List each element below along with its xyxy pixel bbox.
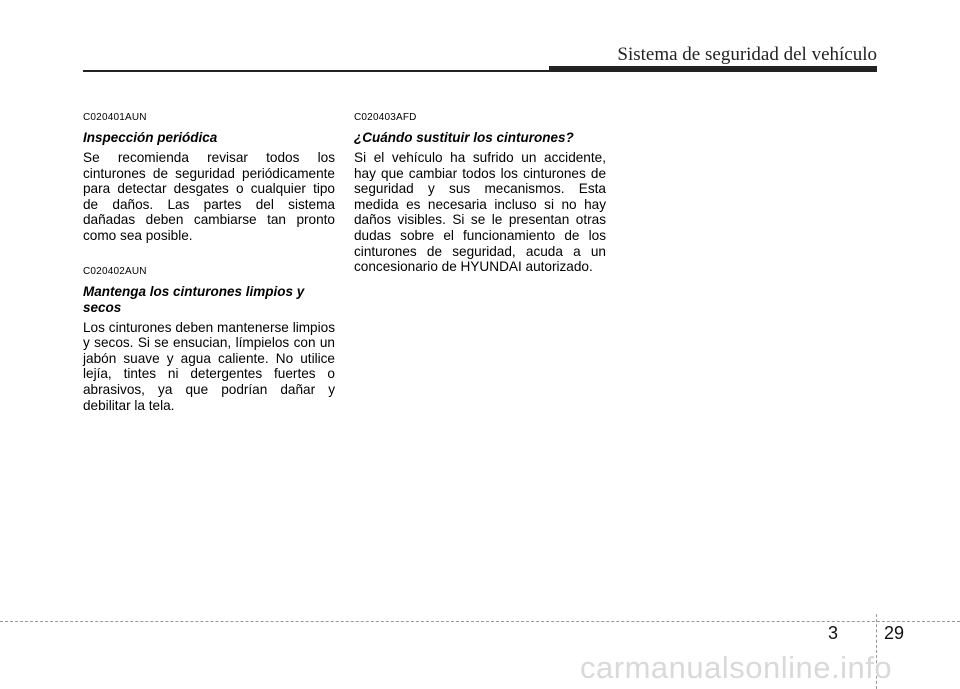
header-rule-thin <box>83 70 553 72</box>
section-heading: Inspección periódica <box>83 130 218 145</box>
section-code: C020403AFD <box>354 112 417 123</box>
section-body: Si el vehículo ha sufrido un accidente, hay que cambiar todos los cinturones de seguridad y sus mecanismos. Esta medida es necesaria incluso si no hay daños visibles. Si se le presentan otras dudas sobre el funcionamiento de los cinturones de seguridad, acuda a un concesionario de HYUNDAI autorizado. <box>354 150 606 275</box>
section-inspection <box>83 112 335 244</box>
footer-dashed-rule <box>0 621 960 622</box>
right-column <box>354 112 606 297</box>
chapter-number: 3 <box>827 623 838 643</box>
section-replacement <box>354 112 606 275</box>
section-heading: Mantenga los cinturones limpios y secos <box>83 283 305 315</box>
section-code: C020401AUN <box>83 112 147 123</box>
page-index: 29 <box>884 623 905 643</box>
section-heading: ¿Cuándo sustituir los cinturones? <box>354 130 574 145</box>
page-header-title: Sistema de seguridad del vehículo <box>617 44 877 65</box>
section-cleaning <box>83 266 335 414</box>
section-code: C020402AUN <box>83 265 147 277</box>
header-rule-thick <box>549 66 877 72</box>
section-body: Se recomienda revisar todos los cinturones de seguridad periódicamente para detectar desgates o cualquier tipo de daños. Las partes del sistema dañadas deben cambiarse tan pronto como sea posible. <box>83 150 335 243</box>
left-column <box>83 112 335 435</box>
section-body: Los cinturones deben mantenerse limpios y secos. Si se ensucian, límpielos con un jabón suave y agua caliente. No utilice lejía, tintes ni detergentes fuertes o abrasivos, ya que podrían dañar y debilitar la tela. <box>83 319 335 413</box>
watermark: carmanualsonline.info <box>580 650 893 685</box>
